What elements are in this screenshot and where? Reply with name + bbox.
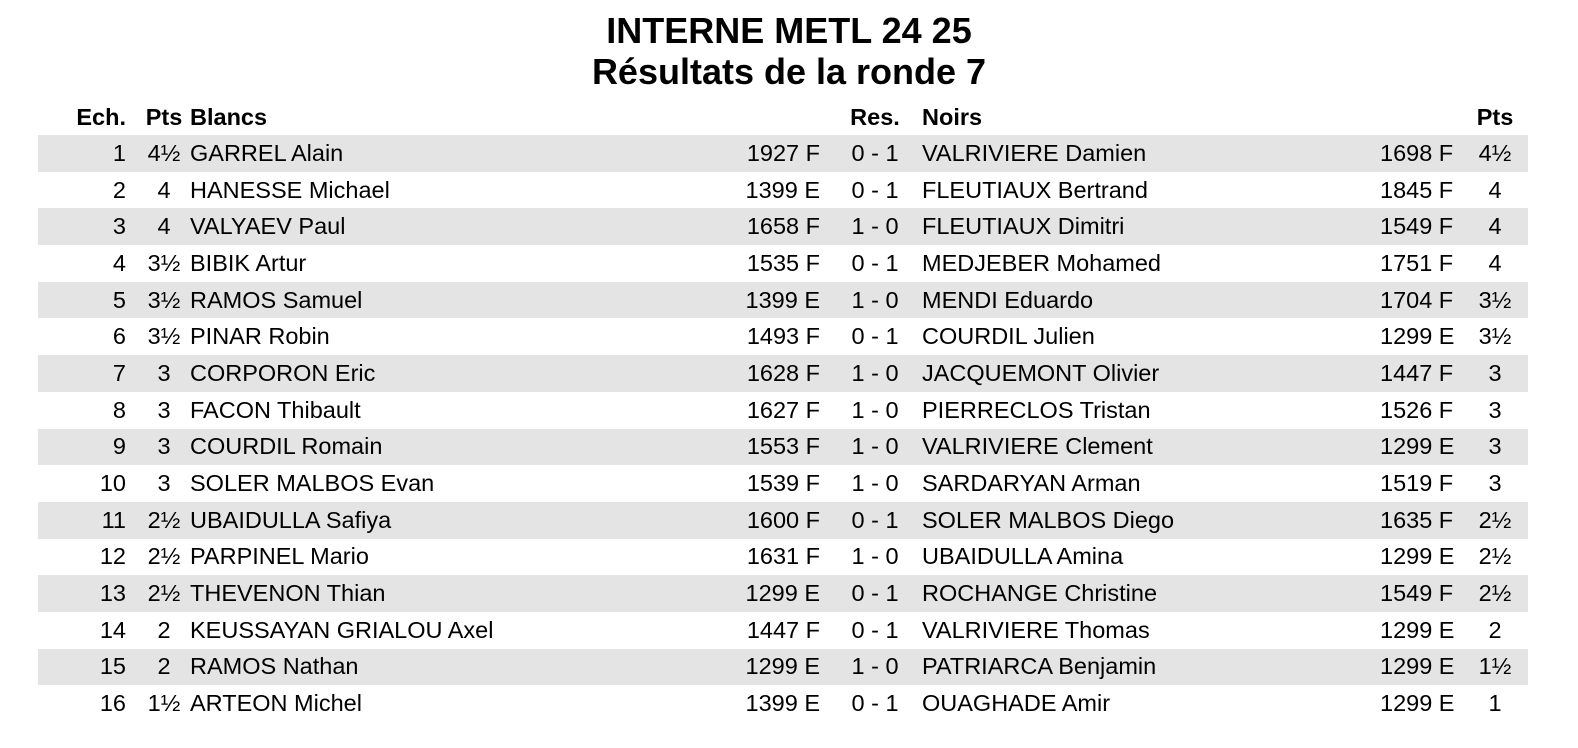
column-header-board: Ech. <box>76 103 126 130</box>
white-points: 3 <box>157 470 171 497</box>
white-player: UBAIDULLA Safiya <box>188 502 678 539</box>
black-rating: 1299 E <box>1380 429 1462 466</box>
game-result: 1 - 0 <box>830 355 920 392</box>
white-points: 2½ <box>140 502 188 539</box>
white-points: 2 <box>157 616 171 643</box>
header-row <box>38 99 1528 135</box>
black-rating: 1704 F <box>1380 282 1462 319</box>
white-player: ARTEON Michel <box>190 690 362 717</box>
black-player: VALRIVIERE Damien <box>920 135 1380 172</box>
black-player: PIERRECLOS Tristan <box>922 396 1151 423</box>
black-rating: 1698 F <box>1380 135 1462 172</box>
game-result: 0 - 1 <box>830 135 920 172</box>
black-points: 2 <box>1488 616 1502 643</box>
table-row <box>38 245 1528 282</box>
game-result: 0 - 1 <box>851 176 899 203</box>
black-player: MENDI Eduardo <box>920 282 1380 319</box>
white-rating: 1299 E <box>678 575 830 612</box>
black-points: 3 <box>1462 355 1528 392</box>
black-rating: 1299 E <box>1380 649 1462 686</box>
white-player: COURDIL Romain <box>188 429 678 466</box>
page-title: INTERNE METL 24 25 <box>606 10 972 51</box>
white-rating: 1399 E <box>678 282 830 319</box>
results-body <box>38 135 1528 722</box>
white-points: 3½ <box>147 323 181 350</box>
game-result: 1 - 0 <box>830 208 920 245</box>
white-rating: 1535 F <box>746 249 820 276</box>
table-row <box>38 465 1528 502</box>
black-rating: 1299 E <box>1380 616 1455 643</box>
black-points: 4 <box>1488 249 1502 276</box>
table-row <box>38 649 1528 686</box>
table-row <box>38 392 1528 429</box>
white-rating: 1399 E <box>745 690 820 717</box>
black-rating: 1845 F <box>1380 176 1454 203</box>
black-points: 3½ <box>1478 323 1512 350</box>
game-result: 0 - 1 <box>830 575 920 612</box>
black-player: COURDIL Julien <box>922 323 1095 350</box>
black-rating: 1299 E <box>1380 543 1455 570</box>
board-number: 1 <box>38 135 140 172</box>
game-result: 0 - 1 <box>830 502 920 539</box>
board-number: 9 <box>38 429 140 466</box>
game-result: 0 - 1 <box>851 616 899 643</box>
white-player: KEUSSAYAN GRIALOU Axel <box>190 616 494 643</box>
white-player: VALYAEV Paul <box>188 208 678 245</box>
white-player: RAMOS Samuel <box>188 282 678 319</box>
board-number: 4 <box>112 249 126 276</box>
column-header-white: Blancs <box>190 103 268 130</box>
column-header-result: Res. <box>850 103 900 130</box>
board-number: 12 <box>99 543 126 570</box>
white-player: HANESSE Michael <box>190 176 390 203</box>
board-number: 10 <box>99 470 126 497</box>
board-number: 3 <box>38 208 140 245</box>
white-rating: 1399 E <box>745 176 820 203</box>
table-row <box>38 282 1528 319</box>
white-rating: 1447 F <box>746 616 820 643</box>
black-points: 4 <box>1462 208 1528 245</box>
board-number: 13 <box>38 575 140 612</box>
game-result: 1 - 0 <box>830 282 920 319</box>
board-number: 7 <box>38 355 140 392</box>
table-row <box>38 429 1528 466</box>
game-result: 1 - 0 <box>830 649 920 686</box>
white-rating: 1628 F <box>678 355 830 392</box>
black-player: FLEUTIAUX Dimitri <box>920 208 1380 245</box>
white-player: PINAR Robin <box>190 323 330 350</box>
white-points: 2 <box>140 649 188 686</box>
black-points: 1½ <box>1462 649 1528 686</box>
column-header-white-rating <box>678 99 830 135</box>
black-player: ROCHANGE Christine <box>920 575 1380 612</box>
black-player: MEDJEBER Mohamed <box>922 249 1161 276</box>
column-header-black-points: Pts <box>1476 103 1514 130</box>
table-row <box>38 502 1528 539</box>
column-header-white-points: Pts <box>145 103 183 130</box>
board-number: 6 <box>112 323 126 350</box>
black-rating: 1299 E <box>1380 690 1455 717</box>
black-points: 1 <box>1488 690 1502 717</box>
black-points: 2½ <box>1462 575 1528 612</box>
black-player: SARDARYAN Arman <box>922 470 1141 497</box>
white-points: 2½ <box>147 543 181 570</box>
black-rating: 1299 E <box>1380 323 1455 350</box>
white-rating: 1627 F <box>746 396 820 423</box>
document-header <box>0 10 1578 92</box>
black-player: VALRIVIERE Clement <box>920 429 1380 466</box>
game-result: 1 - 0 <box>830 429 920 466</box>
table-row <box>38 685 1528 722</box>
white-rating: 1299 E <box>678 649 830 686</box>
board-number: 16 <box>99 690 126 717</box>
column-header-black: Noirs <box>922 103 983 130</box>
white-player: CORPORON Eric <box>188 355 678 392</box>
table-row <box>38 539 1528 576</box>
white-rating: 1600 F <box>678 502 830 539</box>
table-row <box>38 208 1528 245</box>
black-points: 3½ <box>1462 282 1528 319</box>
black-rating: 1751 F <box>1380 249 1454 276</box>
black-rating: 1549 F <box>1380 575 1462 612</box>
black-points: 3 <box>1488 470 1502 497</box>
white-points: 4 <box>140 208 188 245</box>
board-number: 14 <box>99 616 126 643</box>
game-result: 1 - 0 <box>851 470 899 497</box>
white-rating: 1539 F <box>746 470 820 497</box>
black-rating: 1447 F <box>1380 355 1462 392</box>
board-number: 5 <box>38 282 140 319</box>
table-row <box>38 355 1528 392</box>
white-player: THEVENON Thian <box>188 575 678 612</box>
black-rating: 1549 F <box>1380 208 1462 245</box>
game-result: 1 - 0 <box>851 396 899 423</box>
game-result: 0 - 1 <box>851 690 899 717</box>
table-row <box>38 135 1528 172</box>
white-rating: 1553 F <box>678 429 830 466</box>
results-table <box>38 99 1528 722</box>
black-rating: 1526 F <box>1380 396 1454 423</box>
white-points: 4½ <box>140 135 188 172</box>
table-row <box>38 318 1528 355</box>
white-player: RAMOS Nathan <box>188 649 678 686</box>
white-player: PARPINEL Mario <box>190 543 369 570</box>
game-result: 1 - 0 <box>851 543 899 570</box>
black-points: 3 <box>1488 396 1502 423</box>
game-result: 0 - 1 <box>851 249 899 276</box>
black-points: 4½ <box>1462 135 1528 172</box>
white-player: FACON Thibault <box>190 396 361 423</box>
board-number: 2 <box>112 176 126 203</box>
board-number: 8 <box>112 396 126 423</box>
black-rating: 1635 F <box>1380 502 1462 539</box>
black-player: FLEUTIAUX Bertrand <box>922 176 1148 203</box>
black-points: 2½ <box>1478 543 1512 570</box>
white-player: SOLER MALBOS Evan <box>190 470 435 497</box>
black-player: PATRIARCA Benjamin <box>920 649 1380 686</box>
game-result: 0 - 1 <box>851 323 899 350</box>
white-player: BIBIK Artur <box>190 249 307 276</box>
black-player: SOLER MALBOS Diego <box>920 502 1380 539</box>
white-rating: 1631 F <box>746 543 820 570</box>
black-player: VALRIVIERE Thomas <box>922 616 1150 643</box>
white-points: 3½ <box>147 249 181 276</box>
white-rating: 1658 F <box>678 208 830 245</box>
black-player: JACQUEMONT Olivier <box>920 355 1380 392</box>
column-header-black-rating <box>1380 99 1462 135</box>
white-player: GARREL Alain <box>188 135 678 172</box>
white-points: 1½ <box>147 690 181 717</box>
board-number: 15 <box>38 649 140 686</box>
white-points: 3 <box>140 355 188 392</box>
black-points: 3 <box>1462 429 1528 466</box>
table-row <box>38 575 1528 612</box>
board-number: 11 <box>38 502 140 539</box>
black-player: OUAGHADE Amir <box>922 690 1111 717</box>
table-row <box>38 172 1528 209</box>
black-rating: 1519 F <box>1380 470 1454 497</box>
white-rating: 1927 F <box>678 135 830 172</box>
white-points: 3 <box>140 429 188 466</box>
black-points: 2½ <box>1462 502 1528 539</box>
table-row <box>38 612 1528 649</box>
black-points: 4 <box>1488 176 1502 203</box>
white-points: 4 <box>157 176 171 203</box>
white-points: 3 <box>157 396 171 423</box>
white-rating: 1493 F <box>746 323 820 350</box>
white-points: 3½ <box>140 282 188 319</box>
page-subtitle: Résultats de la ronde 7 <box>591 51 987 92</box>
white-points: 2½ <box>140 575 188 612</box>
black-player: UBAIDULLA Amina <box>922 543 1124 570</box>
